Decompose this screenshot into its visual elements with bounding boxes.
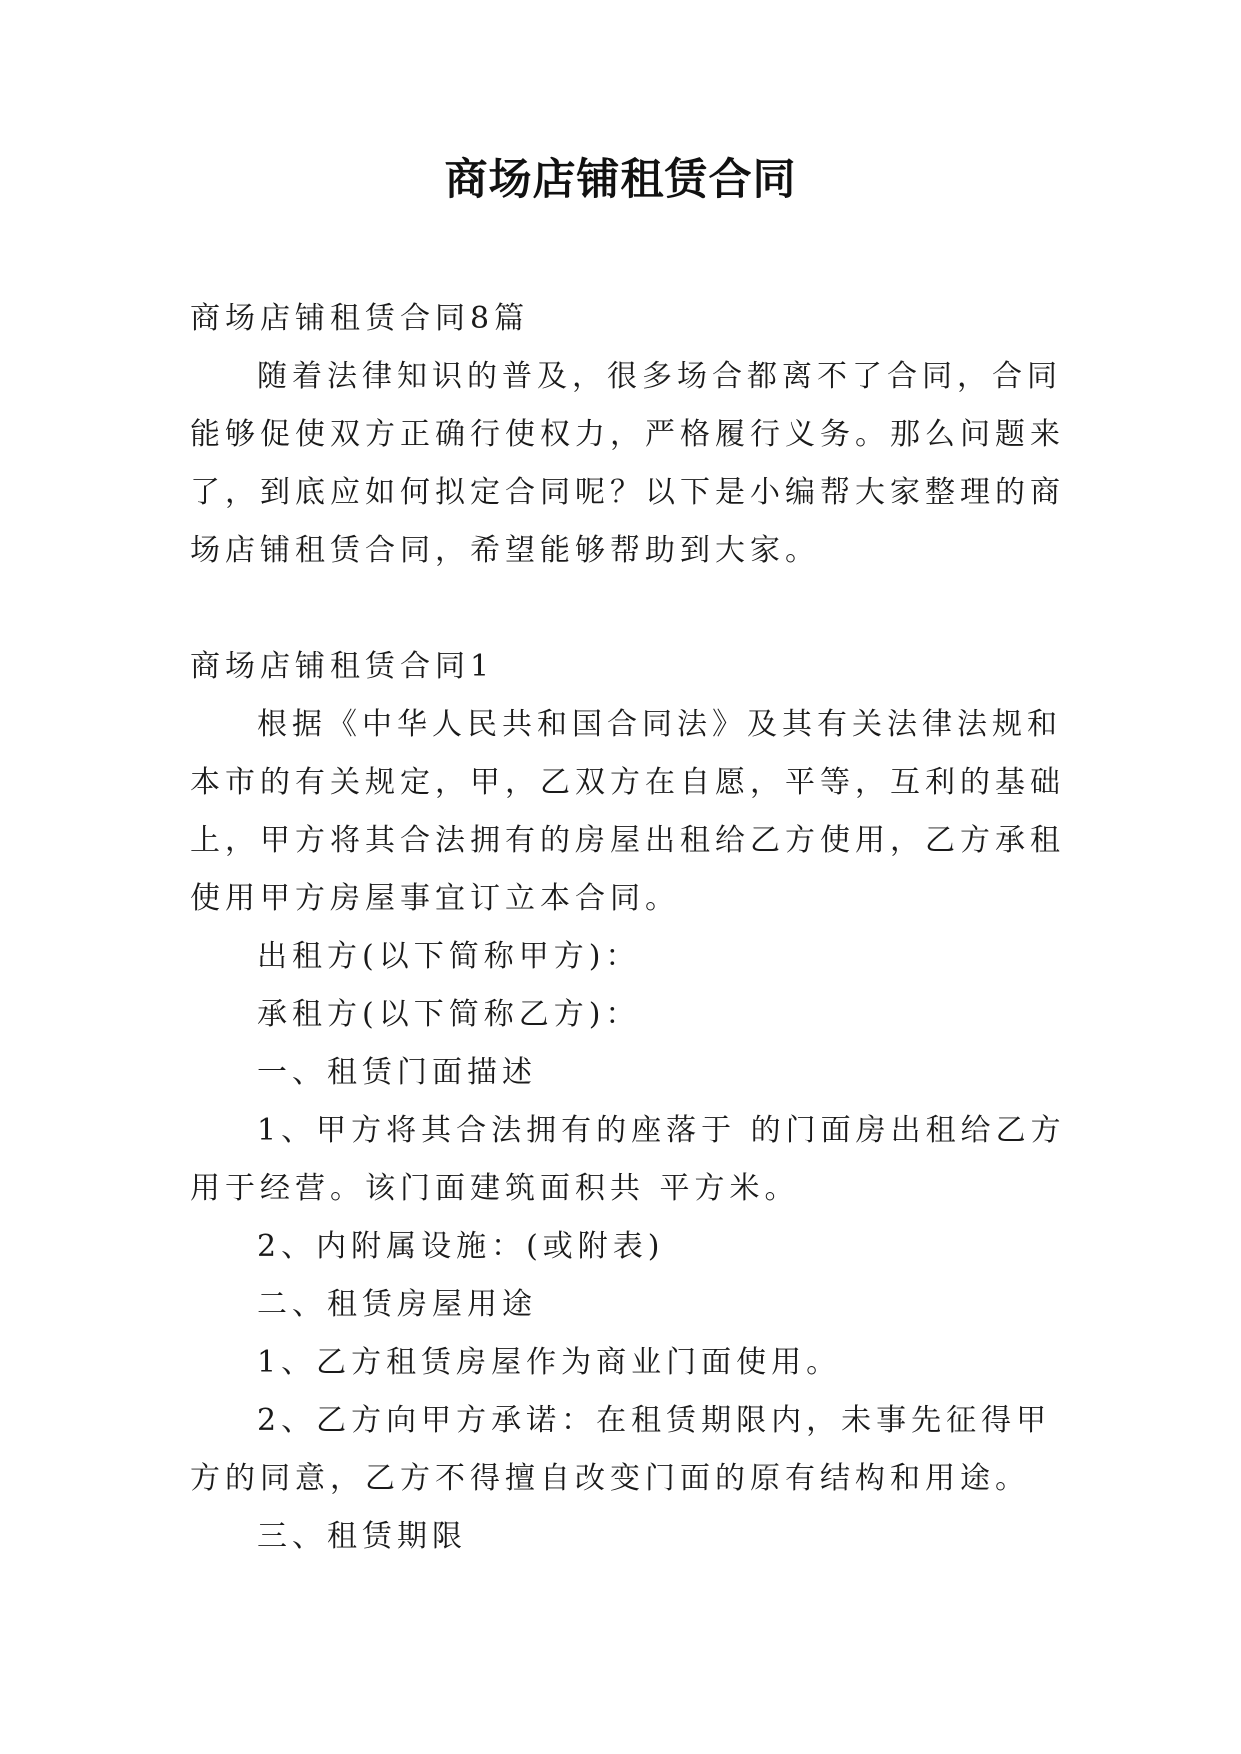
body-paragraph: 承租方(以下简称乙方)： [257, 997, 641, 1032]
body-paragraph: 根据《中华人民共和国合同法》及其有关法律法规和本市的有关规定，甲，乙双方在自愿，平等，互利的基础上，甲方将其合法拥有的房屋出租给乙方使用，乙方承租使用甲方房屋事宜订立本合同。 [190, 707, 1065, 916]
body-paragraph: 三、租赁期限 [257, 1519, 467, 1554]
body-paragraph: 1、乙方租赁房屋作为商业门面使用。 [257, 1345, 842, 1380]
body-paragraph: 2、内附属设施：(或附表) [257, 1229, 665, 1264]
body-paragraph: 出租方(以下简称甲方)： [257, 939, 641, 974]
document-body [190, 290, 1070, 1566]
body-paragraph: 1、甲方将其合法拥有的座落于 的门面房出租给乙方用于经营。该门面建筑面积共 平方米。 [190, 1113, 1066, 1206]
section-heading: 商场店铺租赁合同1 [190, 649, 495, 684]
blank-line [190, 580, 1070, 638]
body-paragraph: 一、租赁门面描述 [257, 1055, 537, 1090]
body-paragraph: 二、租赁房屋用途 [257, 1287, 537, 1322]
body-paragraph: 随着法律知识的普及，很多场合都离不了合同，合同能够促使双方正确行使权力，严格履行义务。那么问题来了，到底应如何拟定合同呢？以下是小编帮大家整理的商场店铺租赁合同，希望能够帮助到大家。 [190, 359, 1065, 568]
document-title: 商场店铺租赁合同 [444, 155, 797, 205]
body-paragraph: 2、乙方向甲方承诺：在租赁期限内，未事先征得甲方的同意，乙方不得擅自改变门面的原有结构和用途。 [190, 1403, 1052, 1496]
section-heading: 商场店铺租赁合同8篇 [190, 301, 530, 336]
